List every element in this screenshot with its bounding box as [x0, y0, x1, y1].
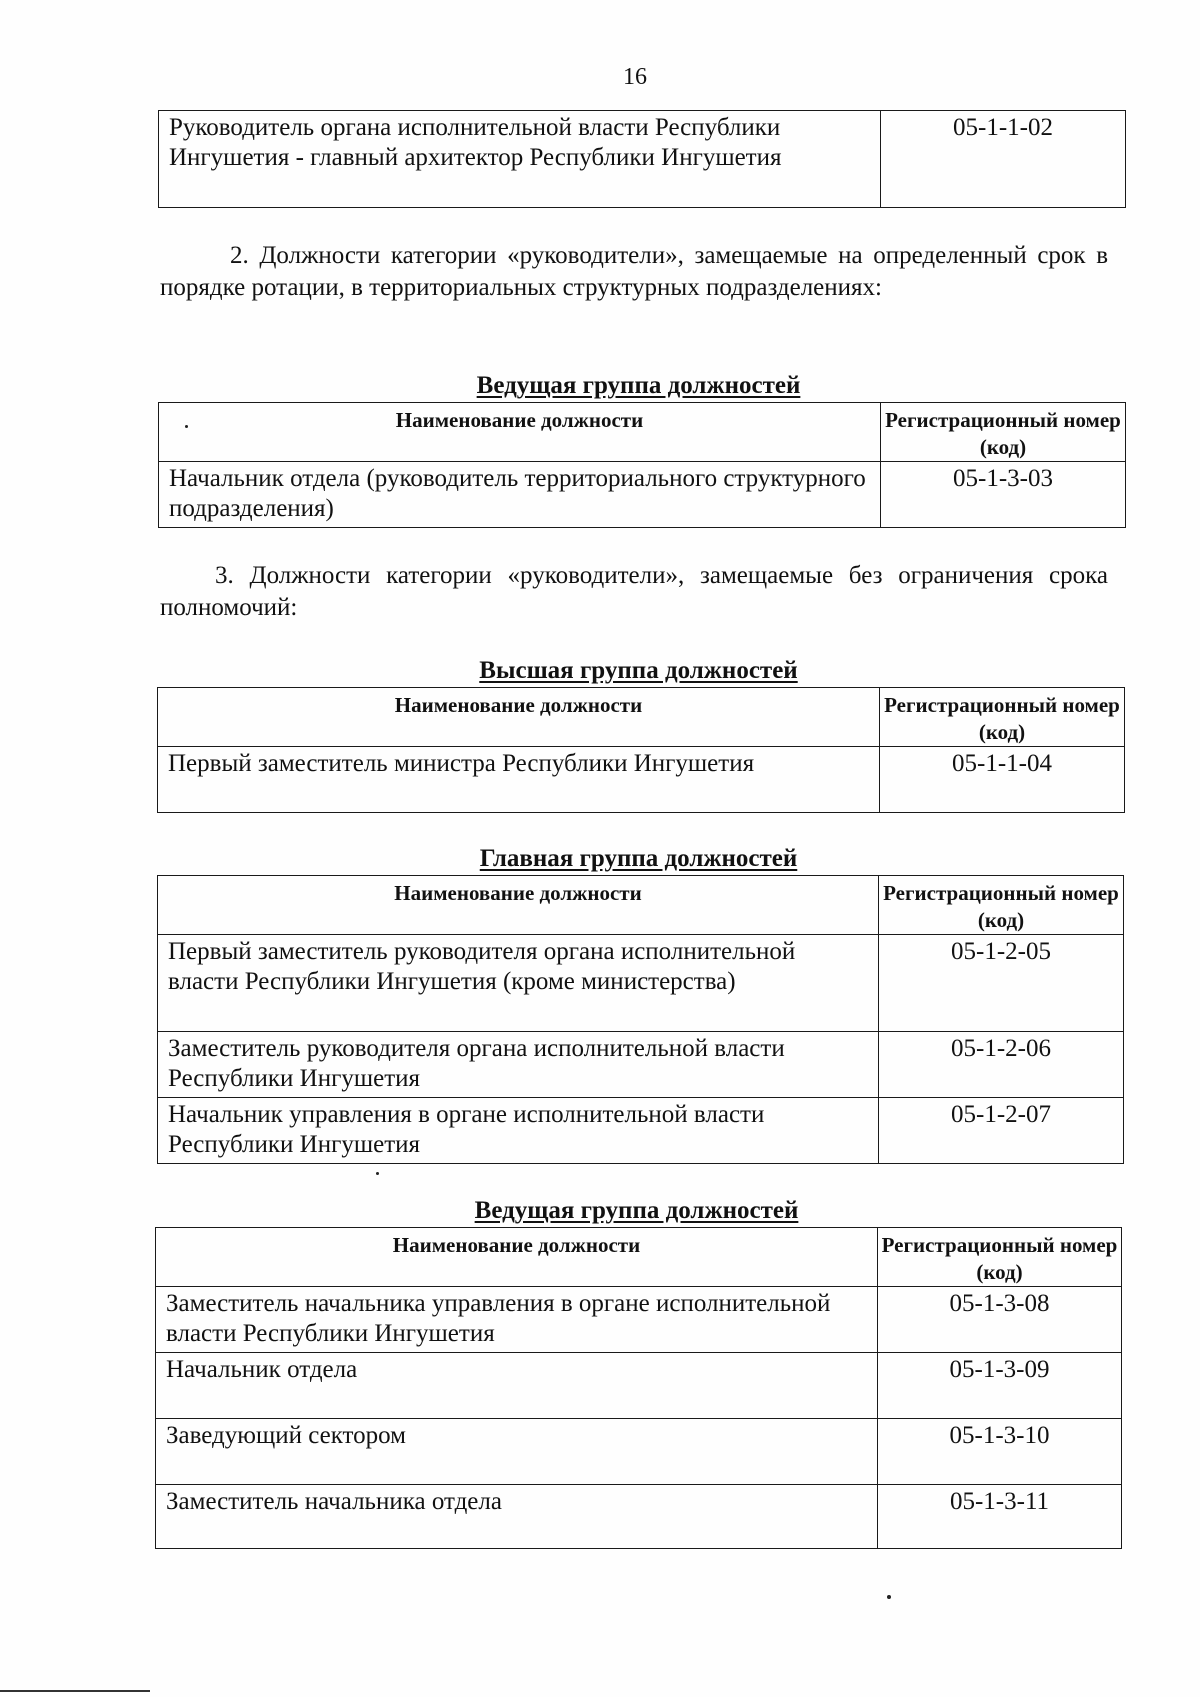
registration-code: 05-1-2-07	[879, 1098, 1124, 1164]
paragraph-3-text: 3. Должности категории «руководители», замещаемые без ограничения срока полномочий:	[160, 562, 1108, 621]
table-row	[159, 462, 1126, 528]
registration-code: 05-1-3-03	[881, 462, 1126, 528]
position-name: Заместитель начальника отдела	[156, 1485, 878, 1549]
column-header-name: Наименование должности	[158, 876, 879, 935]
position-name: Заместитель руководителя органа исполнительной власти Республики Ингушетия	[158, 1032, 879, 1098]
column-header-name: Наименование должности	[159, 403, 881, 462]
position-name: Руководитель органа исполнительной власти Республики Ингушетия - главный архитектор Республики Ингушетия	[159, 111, 881, 208]
table-row	[156, 1287, 1122, 1353]
top-table	[158, 110, 1126, 208]
registration-code: 05-1-1-04	[880, 747, 1125, 813]
position-name: Заведующий сектором	[156, 1419, 878, 1485]
group-title: Ведущая группа должностей	[476, 372, 801, 399]
scan-speck	[887, 1595, 891, 1599]
position-name: Первый заместитель руководителя органа исполнительной власти Республики Ингушетия (кроме министерства)	[158, 935, 879, 1032]
scan-speck	[376, 1172, 379, 1175]
positions-table	[157, 687, 1125, 813]
position-name: Первый заместитель министра Республики Ингушетия	[158, 747, 880, 813]
column-header-name: Наименование должности	[158, 688, 880, 747]
paragraph-2	[160, 240, 1108, 304]
table-row	[158, 1098, 1124, 1164]
registration-code: 05-1-2-05	[879, 935, 1124, 1032]
registration-code: 05-1-1-02	[881, 111, 1126, 208]
table-row	[156, 1353, 1122, 1419]
scan-speck	[185, 425, 188, 428]
positions-table	[157, 875, 1124, 1164]
table-header-row	[158, 876, 1124, 935]
positions-table	[158, 402, 1126, 528]
group-title: Ведущая группа должностей	[474, 1197, 799, 1224]
table-row	[158, 935, 1124, 1032]
positions-table	[155, 1227, 1122, 1549]
table-row	[159, 111, 1126, 208]
column-header-code: Регистрационный номер (код)	[880, 688, 1125, 747]
table-row	[158, 1032, 1124, 1098]
registration-code: 05-1-3-08	[878, 1287, 1122, 1353]
column-header-code: Регистрационный номер (код)	[879, 876, 1124, 935]
group-title: Высшая группа должностей	[479, 657, 798, 684]
column-header-name: Наименование должности	[156, 1228, 878, 1287]
group-title: Главная группа должностей	[479, 845, 798, 872]
registration-code: 05-1-2-06	[879, 1032, 1124, 1098]
column-header-code: Регистрационный номер (код)	[878, 1228, 1122, 1287]
table-row	[158, 747, 1125, 813]
table-header-row	[159, 403, 1126, 462]
table-header-row	[156, 1228, 1122, 1287]
position-name: Начальник отдела (руководитель территориального структурного подразделения)	[159, 462, 881, 528]
table-row	[156, 1485, 1122, 1549]
registration-code: 05-1-3-09	[878, 1353, 1122, 1419]
table-row	[156, 1419, 1122, 1485]
registration-code: 05-1-3-11	[878, 1485, 1122, 1549]
position-name: Заместитель начальника управления в органе исполнительной власти Республики Ингушетия	[156, 1287, 878, 1353]
paragraph-2-text: 2. Должности категории «руководители», замещаемые на определенный срок в порядке ротации, в территориальных структурных подразделениях:	[160, 242, 1108, 301]
registration-code: 05-1-3-10	[878, 1419, 1122, 1485]
position-name: Начальник управления в органе исполнительной власти Республики Ингушетия	[158, 1098, 879, 1164]
scan-edge-line	[0, 1690, 150, 1692]
paragraph-3	[160, 560, 1108, 624]
table-header-row	[158, 688, 1125, 747]
page-number: 16	[623, 64, 647, 90]
position-name: Начальник отдела	[156, 1353, 878, 1419]
column-header-code: Регистрационный номер (код)	[881, 403, 1126, 462]
